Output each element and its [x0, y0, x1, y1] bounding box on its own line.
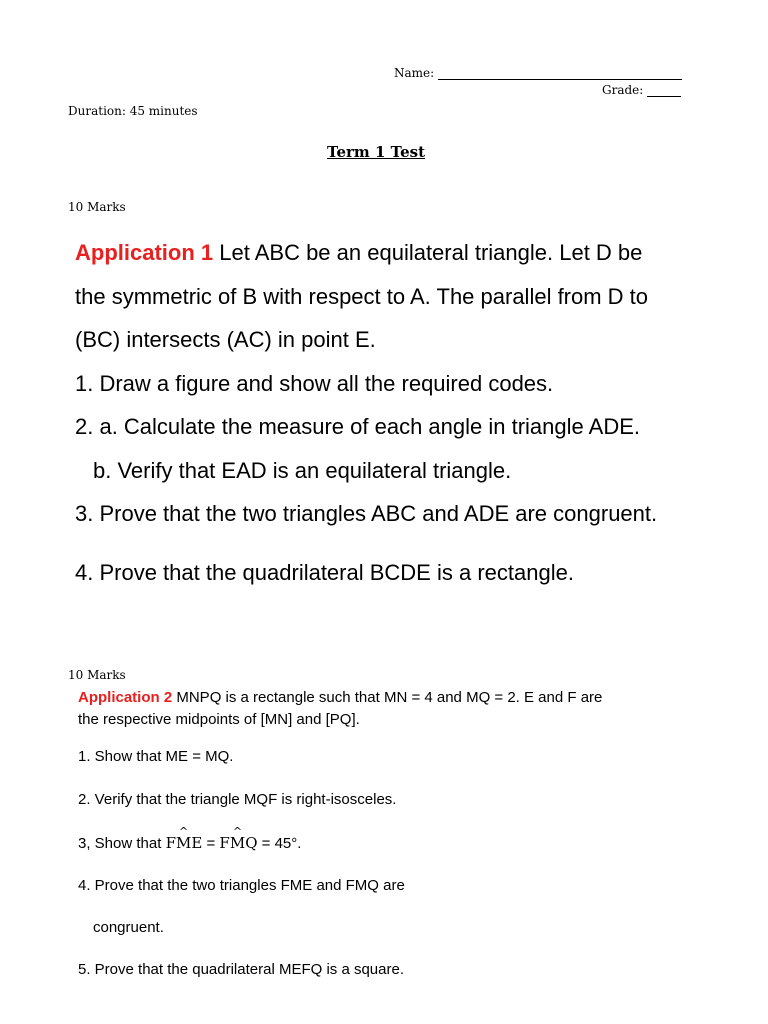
angle-fme-left: F [165, 834, 176, 852]
application2-section [78, 687, 718, 978]
application1-question-4: 4. Prove that the quadrilateral BCDE is a rectangle. [75, 559, 574, 585]
angle-fmq-right: Q [245, 834, 258, 852]
application2-intro-line1 [78, 687, 718, 709]
application1-question-3: 3. Prove that the two triangles ABC and ADE are congruent. [75, 501, 658, 526]
angle-fmq [219, 834, 257, 852]
duration-text: Duration: 45 minutes [68, 104, 198, 118]
angle-fmq-vertex: ^ M [230, 834, 245, 852]
application2-intro-text1: MNPQ is a rectangle such that MN = 4 and MQ = 2. E and F are [172, 689, 603, 706]
application1-question-2b: b. Verify that EAD is an equilateral triangle. [93, 457, 512, 483]
application2-question-1: 1. Show that ME = MQ. [78, 748, 234, 765]
angle-fme-right: E [191, 834, 203, 852]
application2-intro [78, 687, 718, 731]
application2-question-4-line2: congruent. [93, 919, 164, 936]
question-3-prefix: 3, Show that [78, 835, 166, 852]
question-3-equals: = [202, 835, 220, 852]
application2-question-2: 2. Verify that the triangle MQF is right-isosceles. [78, 791, 397, 808]
name-field[interactable] [394, 66, 682, 80]
angle-fme [166, 834, 203, 852]
application2-intro-line2: the respective midpoints of [MN] and [PQ]. [78, 711, 360, 728]
grade-label: Grade: [602, 83, 644, 97]
name-blank-line[interactable] [438, 66, 682, 80]
angle-fme-vertex: ^ M [176, 834, 191, 852]
application2-question-4-line1: 4. Prove that the two triangles FME and FMQ are [78, 877, 405, 894]
grade-field[interactable] [602, 83, 681, 97]
application2-marks: 10 Marks [68, 668, 126, 682]
application2-question-3 [78, 834, 301, 852]
application1-intro-text1: Let ABC be an equilateral triangle. Let D be [213, 240, 643, 265]
application1-intro-line3: (BC) intersects (AC) in point E. [75, 327, 376, 352]
application1-question-1: 1. Draw a figure and show all the required codes. [75, 370, 554, 396]
name-label: Name: [394, 66, 435, 80]
application1-intro-line2: the symmetric of B with respect to A. The parallel from D to [75, 283, 649, 309]
application1-question-2a: 2. a. Calculate the measure of each angle in triangle ADE. [75, 414, 641, 439]
application1-label: Application 1 [75, 240, 214, 265]
application2-label: Application 2 [78, 689, 173, 706]
application2-question-5: 5. Prove that the quadrilateral MEFQ is a square. [78, 961, 404, 978]
application1-intro-line1 [75, 231, 715, 275]
angle-fmq-left: F [219, 834, 230, 852]
application1-section [75, 231, 715, 594]
page-title: Term 1 Test [327, 143, 425, 161]
question-3-suffix: = 45°. [257, 835, 302, 852]
grade-blank-line[interactable] [647, 83, 681, 97]
application1-marks: 10 Marks [68, 200, 126, 214]
